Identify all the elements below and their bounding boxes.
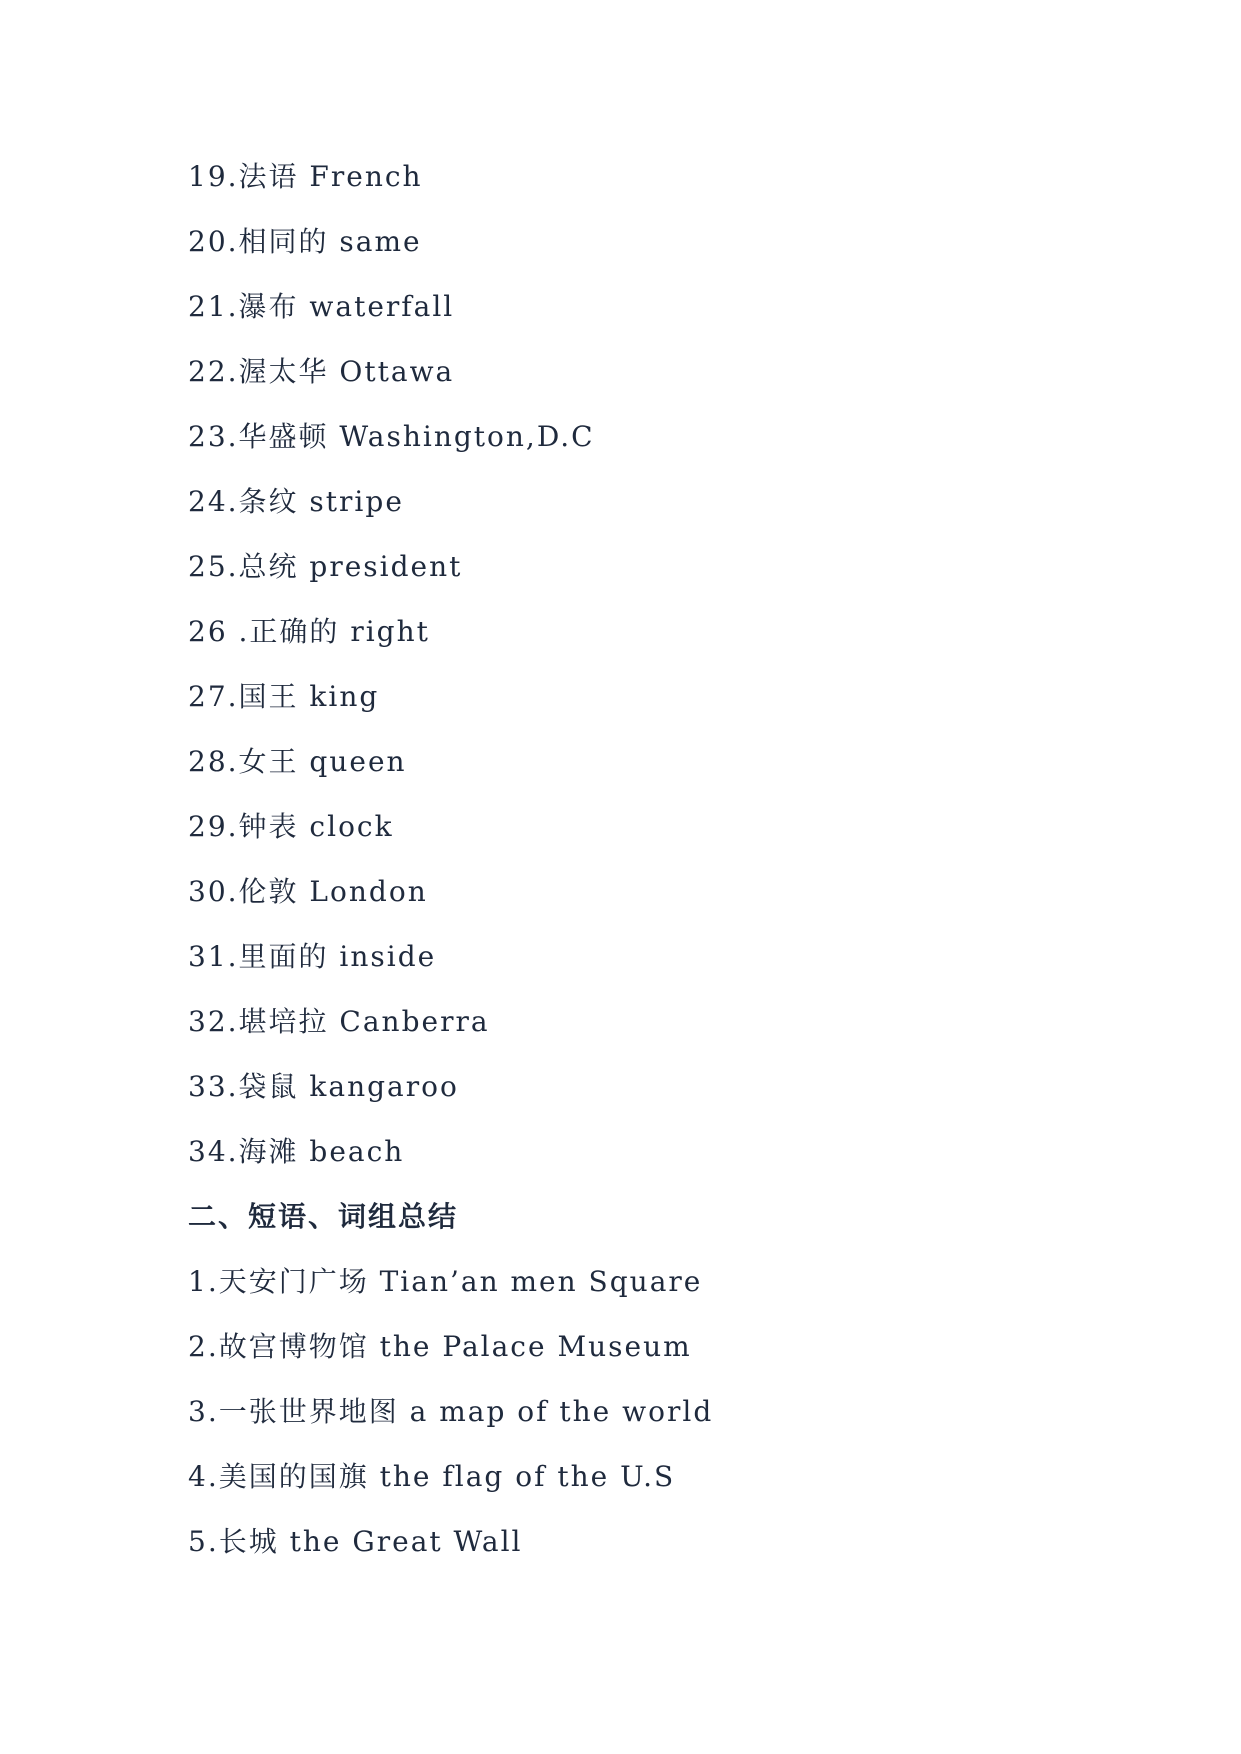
vocab-item: 20.相同的 same bbox=[188, 225, 422, 258]
vocab-item: 26 .正确的 right bbox=[188, 615, 430, 648]
phrase-list bbox=[188, 1265, 1121, 1590]
phrase-item: 4.美国的国旗 the flag of the U.S bbox=[188, 1460, 676, 1493]
phrase-item: 2.故宫博物馆 the Palace Museum bbox=[188, 1330, 692, 1363]
vocab-item: 23.华盛顿 Washington,D.C bbox=[188, 420, 595, 453]
vocab-item: 29.钟表 clock bbox=[188, 810, 394, 843]
vocab-item: 21.瀑布 waterfall bbox=[188, 290, 455, 323]
section-heading: 二、短语、词组总结 bbox=[188, 1200, 459, 1233]
vocab-item: 31.里面的 inside bbox=[188, 940, 437, 973]
vocab-item: 27.国王 king bbox=[188, 680, 380, 713]
vocab-item: 28.女王 queen bbox=[188, 745, 407, 778]
phrase-item: 1.天安门广场 Tian’an men Square bbox=[188, 1265, 703, 1298]
phrase-item: 5.长城 the Great Wall bbox=[188, 1525, 523, 1558]
vocab-item: 34.海滩 beach bbox=[188, 1135, 405, 1168]
vocab-list bbox=[188, 160, 1121, 1200]
vocab-item: 24.条纹 stripe bbox=[188, 485, 404, 518]
vocab-item: 19.法语 French bbox=[188, 160, 423, 193]
document-page bbox=[188, 160, 1121, 1590]
phrase-item: 3.一张世界地图 a map of the world bbox=[188, 1395, 714, 1428]
vocab-item: 32.堪培拉 Canberra bbox=[188, 1005, 490, 1038]
vocab-item: 30.伦敦 London bbox=[188, 875, 428, 908]
vocab-item: 33.袋鼠 kangaroo bbox=[188, 1070, 459, 1103]
vocab-item: 22.渥太华 Ottawa bbox=[188, 355, 455, 388]
vocab-item: 25.总统 president bbox=[188, 550, 463, 583]
